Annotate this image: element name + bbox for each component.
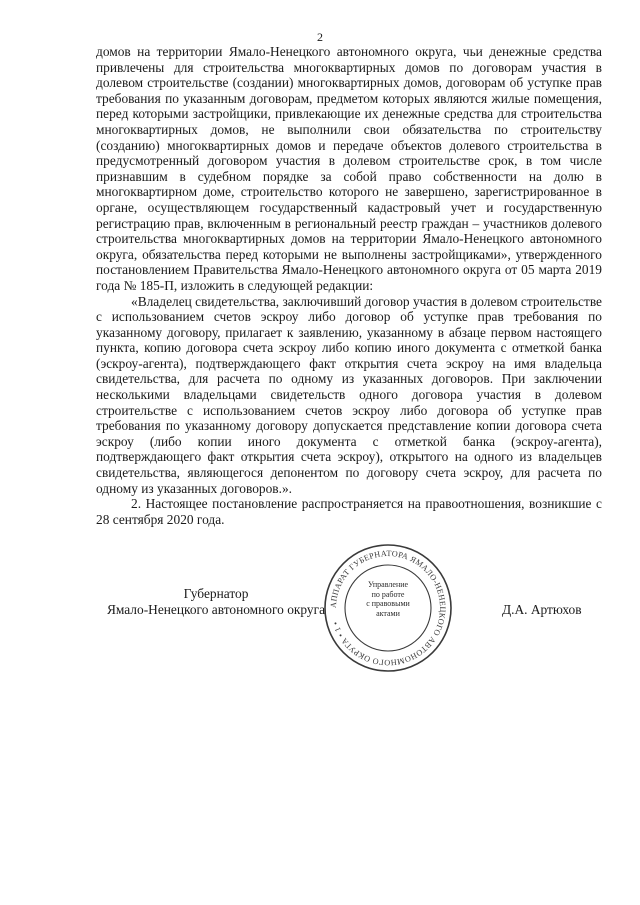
paragraph-quoted-amendment: «Владелец свидетельства, заключивший договор участия в долевом строительстве с использованием счетов эскроу либо договор об уступке прав требования по указанному договору, прилагает к заявлению, указанному в абзаце первом настоящего пункта, копию договора счета эскроу либо копию иного документа с отметкой банка (эскроу-агента), подтверждающего факт открытия счета эскроу на имя владельца свидетельства, для расчета по одному из указанных договоров. При заключении несколькими владельцами свидетельств одного договора участия в долевом строительстве с использованием счетов эскроу либо договора об уступке прав требования по указанному договору допускается представление копии договора счета эскроу (либо копии иного документа с отметкой банка (эскроу-агента), подтверждающего факт открытия счета эскроу), открытого на одного из владельцев свидетельства, являющегося депонентом по договору счета эскроу, для расчета по одному из указанных договоров.». bbox=[96, 293, 603, 496]
paragraph-effective-date: 2. Настоящее постановление распространяется на правоотношения, возникшие с 28 сентября 2020 года. bbox=[96, 496, 602, 527]
signatory-name: Д.А. Артюхов bbox=[502, 602, 582, 617]
seal-center-line: актами bbox=[376, 608, 400, 618]
seal-ring-text: АППАРАТ ГУБЕРНАТОРА ЯМАЛО-НЕНЕЦКОГО АВТОНОМНОГО ОКРУГА • 1 • bbox=[328, 548, 448, 668]
position-title: Губернатор bbox=[183, 586, 249, 601]
seal-center-line: с правовыми bbox=[366, 599, 410, 608]
seal-center-line: Управление bbox=[367, 580, 409, 589]
page-number: 2 bbox=[317, 30, 323, 44]
document-body bbox=[96, 44, 602, 527]
seal-center-text bbox=[358, 580, 418, 618]
position-region: Ямало-Ненецкого автономного округа bbox=[106, 602, 326, 617]
official-seal-stamp bbox=[322, 542, 454, 674]
signatory-position bbox=[96, 586, 336, 618]
paragraph-continuation: домов на территории Ямало-Ненецкого автономного округа, чьи денежные средства привлечены для строительства многоквартирных домов по договорам участия в долевом строительстве (создании) многоквартирных домов, договорам об уступке прав требования по указанным договорам, предметом которых являются жилые помещения, перед которыми застройщики, привлекающие их денежные средства для строительства многоквартирных домов, не выполнили свои обязательства по строительству (созданию) многоквартирных домов и передаче объектов долевого строительства в предусмотренный договором участия в долевом строительстве срок, в том числе признавшим в судебном порядке за собой право собственности на долю в многоквартирном доме, строительство которого не завершено, зарегистрированное в органе, осуществляющем государственный кадастровый учет и государственную регистрацию прав, включенным в региональный реестр граждан – участников долевого строительства многоквартирных домов на территории Ямало-Ненецкого автономного округа, обязательства перед которыми не выполнены застройщиками», утвержденного постановлением Правительства Ямало-Ненецкого автономного округа от 05 марта 2019 года № 185-П, изложить в следующей редакции: bbox=[96, 44, 602, 293]
seal-center-line: по работе bbox=[371, 589, 405, 599]
